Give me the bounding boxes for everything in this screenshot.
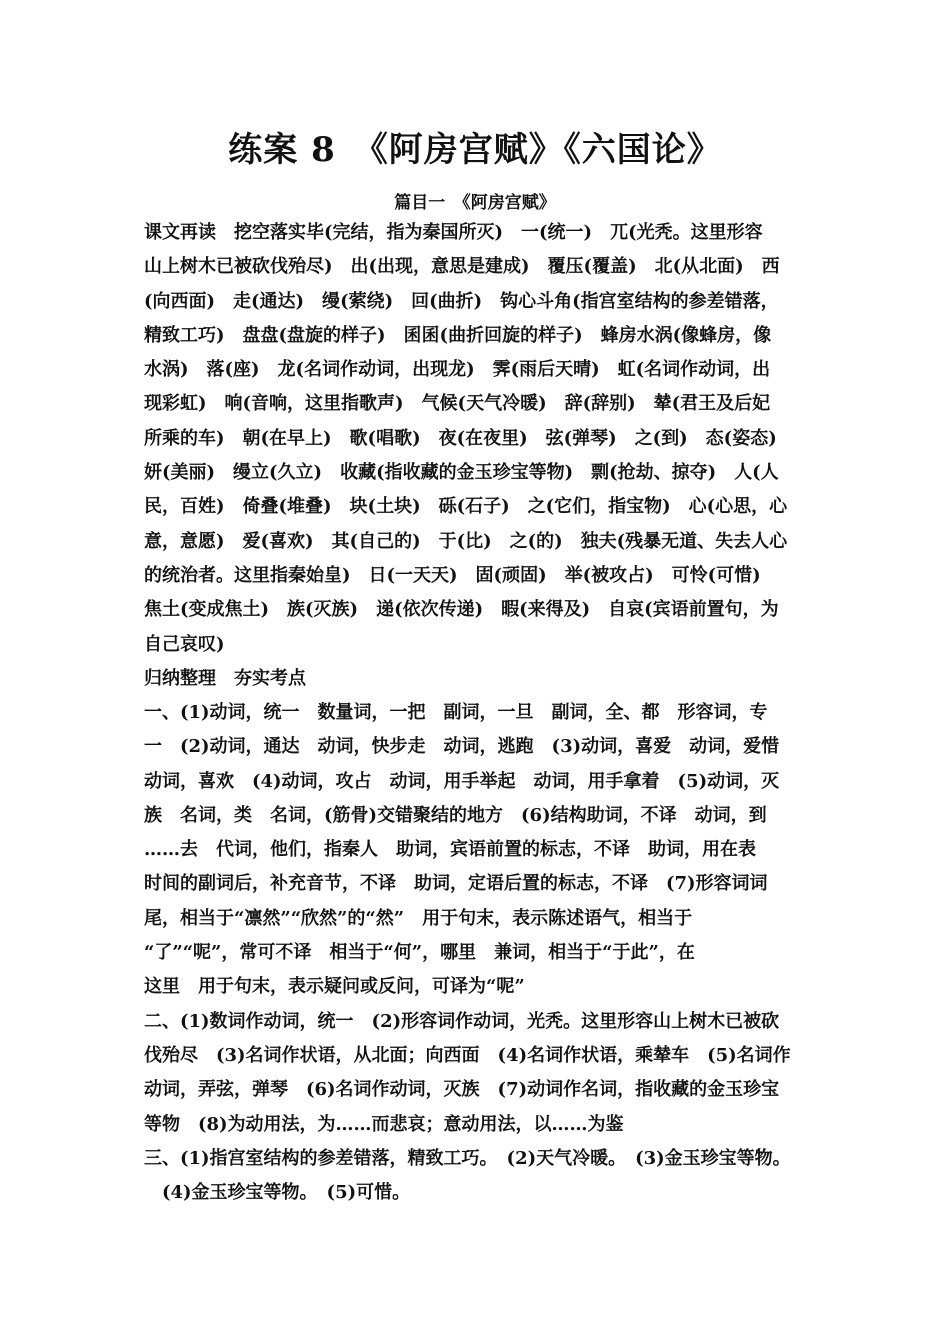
text-line: 意，意愿) 爱(喜欢) 其(自己的) 于(比) 之(的) 独夫(残暴无道、失去人心 bbox=[144, 530, 788, 552]
text-line: 所乘的车) 朝(在早上) 歌(唱歌) 夜(在夜里) 弦(弹琴) 之(到) 态(姿态) bbox=[144, 427, 777, 449]
text-line: 现彩虹) 响(音响，这里指歌声) 气候(天气冷暖) 辞(辞别) 辇(君王及后妃 bbox=[144, 393, 771, 415]
section-heading: 归纳整理 夯实考点 bbox=[144, 668, 306, 689]
text-reread-section bbox=[144, 216, 816, 662]
text-line: 水涡) 落(座) 龙(名词作动词，出现龙) 霁(雨后天晴) 虹(名词作动词，出 bbox=[144, 359, 771, 381]
summary-section bbox=[144, 696, 834, 1210]
text-line: 自己哀叹) bbox=[144, 633, 225, 655]
text-line: 等物 (8)为动用法，为……而悲哀；意动用法，以……为鉴 bbox=[144, 1113, 624, 1135]
text-line: 的统治者。这里指秦始皇) 日(一天天) 固(顽固) 举(被攻占) 可怜(可惜) bbox=[144, 564, 761, 586]
text-line: 一 (2)动词，通达 动词，快步走 动词，逃跑 (3)动词，喜爱 动词，爱惜 bbox=[144, 736, 780, 758]
text-line: 动词，弄弦，弹琴 (6)名词作动词，灭族 (7)动词作名词，指收藏的金玉珍宝 bbox=[144, 1079, 780, 1101]
text-line: 尾，相当于“凛然”“欣然”的“然” 用于句末，表示陈述语气，相当于 bbox=[144, 907, 693, 929]
text-line: 伐殆尽 (3)名词作状语，从北面；向西面 (4)名词作状语，乘辇车 (5)名词作 bbox=[144, 1044, 791, 1066]
text-line: 课文再读 挖空落实毕(完结，指为秦国所灭) 一(统一) 兀(光秃。这里形容 bbox=[144, 222, 763, 243]
text-line: ……去 代词，他们，指秦人 助词，宾语前置的标志，不译 助词，用在表 bbox=[144, 839, 756, 861]
text-line: 山上树木已被砍伐殆尽) 出(出现，意思是建成) 覆压(覆盖) 北(从北面) 西 bbox=[144, 256, 780, 278]
text-line: 二、(1)数词作动词，统一 (2)形容词作动词，光秃。这里形容山上树木已被砍 bbox=[144, 1010, 780, 1032]
text-line: (4)金玉珍宝等物。 (5)可惜。 bbox=[162, 1182, 411, 1204]
text-line: 族 名词，类 名词，(筋骨)交错聚结的地方 (6)结构助词，不译 动词，到 bbox=[144, 804, 767, 826]
section-subtitle: 篇目一 《阿房宫赋》 bbox=[394, 193, 556, 213]
text-line: 精致工巧) 盘盘(盘旋的样子) 囷囷(曲折回旋的样子) 蜂房水涡(像蜂房，像 bbox=[144, 324, 772, 346]
text-line: 这里 用于句末，表示疑问或反问，可译为“呢” bbox=[144, 976, 525, 998]
text-line: “了”“呢”，常可不译 相当于“何”，哪里 兼词，相当于“于此”，在 bbox=[144, 942, 695, 964]
text-line: (向西面) 走(通达) 缦(萦绕) 回(曲折) 钩心斗角(指宫室结构的参差错落， bbox=[144, 290, 779, 312]
text-line: 焦土(变成焦土) 族(灭族) 递(依次传递) 暇(来得及) 自哀(宾语前置句，为 bbox=[144, 599, 779, 621]
text-line: 三、(1)指宫室结构的参差错落，精致工巧。 (2)天气冷暖。 (3)金玉珍宝等物。 bbox=[144, 1147, 791, 1169]
text-line: 妍(美丽) 缦立(久立) 收藏(指收藏的金玉珍宝等物) 剽(抢劫、掠夺) 人(人 bbox=[144, 462, 779, 484]
text-line: 动词，喜欢 (4)动词，攻占 动词，用手举起 动词，用手拿着 (5)动词，灭 bbox=[144, 770, 780, 792]
text-line: 一、(1)动词，统一 数量词，一把 副词，一旦 副词，全、都 形容词，专 bbox=[144, 702, 768, 723]
page-title: 练案 8 《阿房宫赋》《六国论》 bbox=[228, 130, 722, 170]
text-line: 民，百姓) 倚叠(堆叠) 块(土块) 砾(石子) 之(它们，指宝物) 心(心思，心 bbox=[144, 496, 788, 518]
text-line: 时间的副词后，补充音节，不译 助词，定语后置的标志，不译 (7)形容词词 bbox=[144, 873, 768, 895]
